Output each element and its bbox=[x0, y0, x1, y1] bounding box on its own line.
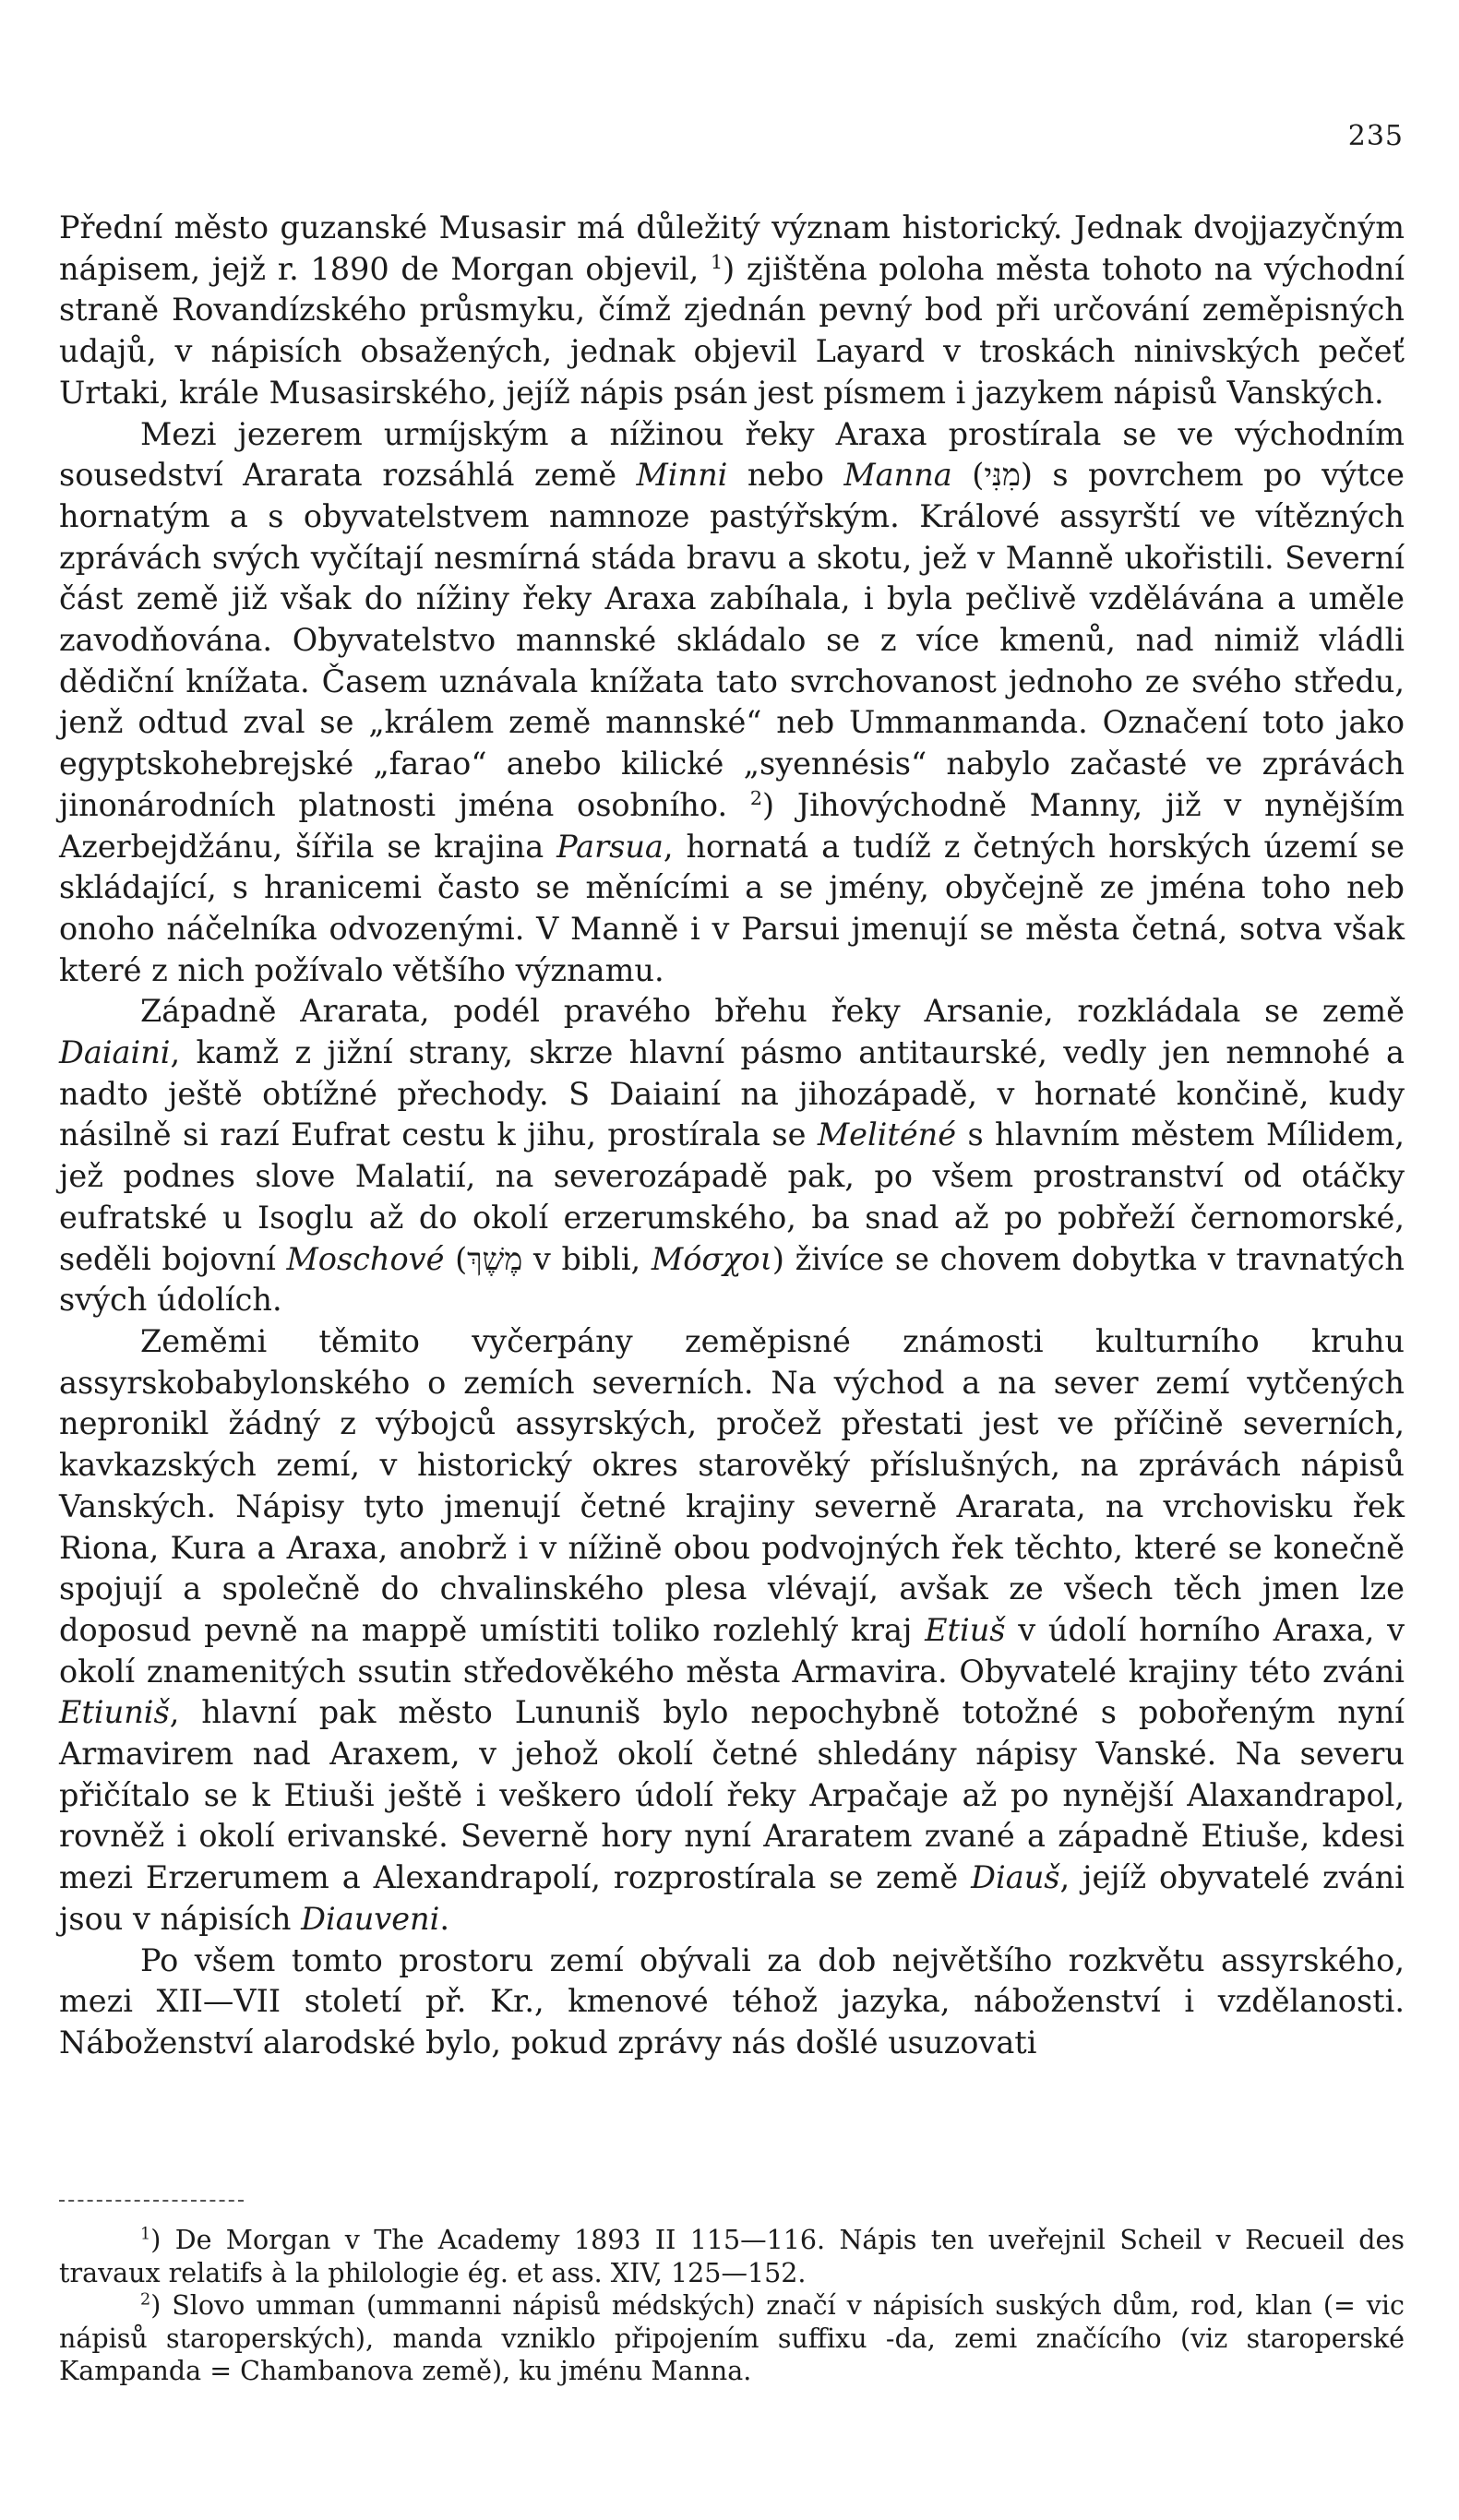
text-run: v údolí horního Araxa, v okolí znamenitých ssutin středověkého města Armavira. Obyvatelé krajiny této zváni bbox=[59, 1611, 1405, 1690]
page-number: 235 bbox=[1347, 120, 1404, 152]
text-run: , hornatá a tudíž z četných horských území se skládající, s hranicemi často se měnícími a se jmény, obyčejně ze jména toho neb onoho náčelníka odvozenými. V Manně i v Parsui jmenují se města četná, sotva však které z nich požívalo většího významu. bbox=[59, 828, 1405, 988]
text-run: ) Slovo umman (ummanni nápisů médských) značí v nápisích suských dům, rod, klan (= vic nápisů staroperských), manda vzniklo připojením suffixu -da, zemi značícího (viz staroperské Kampanda = Chambanova země), ku jménu Manna. bbox=[59, 2290, 1405, 2386]
italic-term: Minni bbox=[636, 457, 728, 494]
italic-term: Meliténé bbox=[817, 1117, 957, 1153]
footnote-marker: 1 bbox=[140, 2225, 151, 2244]
paragraph-1 bbox=[59, 208, 1405, 414]
text-run: , hlavní pak město Lununiš bylo nepochybně totožné s pobořeným nyní Armavirem nad Araxem, v jehož okolí četné shledány nápisy Vanské. Na severu přičítalo se k Etiuši ještě i veškero údolí řeky Arpačaje až po nynější Alaxandrapol, rovněž i okolí erivanské. Severně hory nyní Araratem zvané a západně Etiuše, kdesi mezi Erzerumem a Alexandrapolí, rozprostírala se země bbox=[59, 1694, 1405, 1896]
paragraph-5 bbox=[59, 1941, 1405, 2064]
text-run: . bbox=[439, 1900, 449, 1937]
footnotes bbox=[59, 2224, 1405, 2388]
text-run: ) zjištěna poloha města tohoto na východní straně Rovandízského průsmyku, čímž zjednán pevný bod při určování zeměpisných udajů, v nápisích obsažených, jednak objevil Layard v troskách ninivských pečeť Urtaki, krále Musasirského, jejíž nápis psán jest písmem i jazykem nápisů Vanských. bbox=[59, 250, 1405, 411]
footnote-2 bbox=[59, 2289, 1405, 2388]
italic-term: Parsua bbox=[556, 828, 664, 865]
footnote-marker: 2 bbox=[749, 786, 763, 809]
italic-term: Μόσχοι bbox=[651, 1240, 772, 1277]
text-run: ) Jihovýchodně Manny, již v nynějším Azerbejdžánu, šířila se krajina bbox=[59, 786, 1405, 865]
paragraph-3 bbox=[59, 991, 1405, 1321]
footnote-marker: 1 bbox=[710, 250, 724, 273]
italic-term: Diauš bbox=[971, 1859, 1060, 1896]
text-run: (מֶשֶׁךְ v bibli, bbox=[444, 1240, 652, 1277]
italic-term: Etiuš bbox=[925, 1611, 1006, 1648]
text-run: Západně Ararata, podél pravého břehu řeky Arsanie, rozkládala se země bbox=[140, 993, 1405, 1030]
text-run: Přední město guzanské Musasir má důležitý význam historický. Jednak dvojjazyčným nápisem, jejž r. 1890 de Morgan objevil, bbox=[59, 209, 1405, 287]
text-run: (מִנִּי) s povrchem po výtce hornatým a s obyvatelstvem namnoze pastýřským. Králové assyrští ve vítězných zprávách svých vyčítají nesmírná stáda bravu a skotu, jež v Manně ukořistili. Severní část země již však do nížiny řeky Araxa zabíhala, i byla pečlivě vzdělávána a uměle zavodňována. Obyvatelstvo mannské skládalo se z více kmenů, nad nimiž vládli dědiční knížata. Časem uznávala knížata tato svrchovanost jednoho ze svého středu, jenž odtud zval se „králem země mannské“ neb Ummanmanda. Označení toto jako egyptskohebrejské „farao“ anebo kilické „syennésis“ nabylo začasté ve zprávách jinonárodních platnosti jména osobního. bbox=[59, 457, 1405, 823]
text-run: , kamž z jižní strany, skrze hlavní pásmo antitaurské, vedly jen nemnohé a nadto ještě obtížné přechody. S Daiainí na jihozápadě, v hornaté končině, kudy násilně si razí Eufrat cestu k jihu, prostírala se bbox=[59, 1034, 1405, 1153]
paragraph-2 bbox=[59, 414, 1405, 992]
footnote-separator bbox=[59, 2200, 244, 2202]
footnote-1 bbox=[59, 2224, 1405, 2289]
text-run: Zeměmi těmito vyčerpány zeměpisné známosti kulturního kruhu assyrskobabylonského o zemích severních. Na východ a na sever zemí vytčených nepronikl žádný z výbojců assyrských, pročež přestati jest ve příčině severních, kavkazských zemí, v historický okres starověký příslušných, na zprávách nápisů Vanských. Nápisy tyto jmenují četné krajiny severně Ararata, na vrchovisku řek Riona, Kura a Araxa, anobrž i v nížině obou podvojných řek těchto, které se konečně spojují a společně do chvalinského plesa vlévají, avšak ze všech těch jmen lze doposud pevně na mappě umístiti toliko rozlehlý kraj bbox=[59, 1322, 1405, 1648]
text-run: nebo bbox=[727, 457, 844, 494]
text-run: ) živíce se chovem dobytka v travnatých svých údolích. bbox=[59, 1240, 1405, 1319]
text-run: , jejíž obyvatelé zváni jsou v nápisích bbox=[59, 1859, 1405, 1937]
main-text bbox=[59, 208, 1405, 2064]
text-run: Po všem tomto prostoru zemí obývali za dob největšího rozkvětu assyrského, mezi XII—VII století př. Kr., kmenové téhož jazyka, náboženství i vzdělanosti. Náboženství alarodské bylo, pokud zprávy nás došlé usuzovati bbox=[59, 1941, 1405, 2060]
footnote-marker: 2 bbox=[140, 2290, 151, 2310]
text-run: Mezi jezerem urmíjským a nížinou řeky Araxa prostírala se ve východním sousedství Ararata rozsáhlá země bbox=[59, 415, 1405, 494]
italic-term: Manna bbox=[843, 457, 952, 494]
italic-term: Diauveni bbox=[301, 1900, 440, 1937]
paragraph-4 bbox=[59, 1321, 1405, 1941]
italic-term: Moschové bbox=[286, 1240, 445, 1277]
text-run: s hlavním městem Mílidem, jež podnes slove Malatií, na severozápadě pak, po všem prostranství od otáčky eufratské u Isoglu až do okolí erzerumského, ba snad až po pobřeží černomorské, seděli bojovní bbox=[59, 1117, 1405, 1277]
italic-term: Etiuniš bbox=[59, 1694, 170, 1731]
italic-term: Daiaini bbox=[59, 1034, 171, 1071]
text-run: ) De Morgan v The Academy 1893 II 115—116. Nápis ten uveřejnil Scheil v Recueil des travaux relatifs à la philologie ég. et ass. XIV, 125—152. bbox=[59, 2225, 1405, 2288]
